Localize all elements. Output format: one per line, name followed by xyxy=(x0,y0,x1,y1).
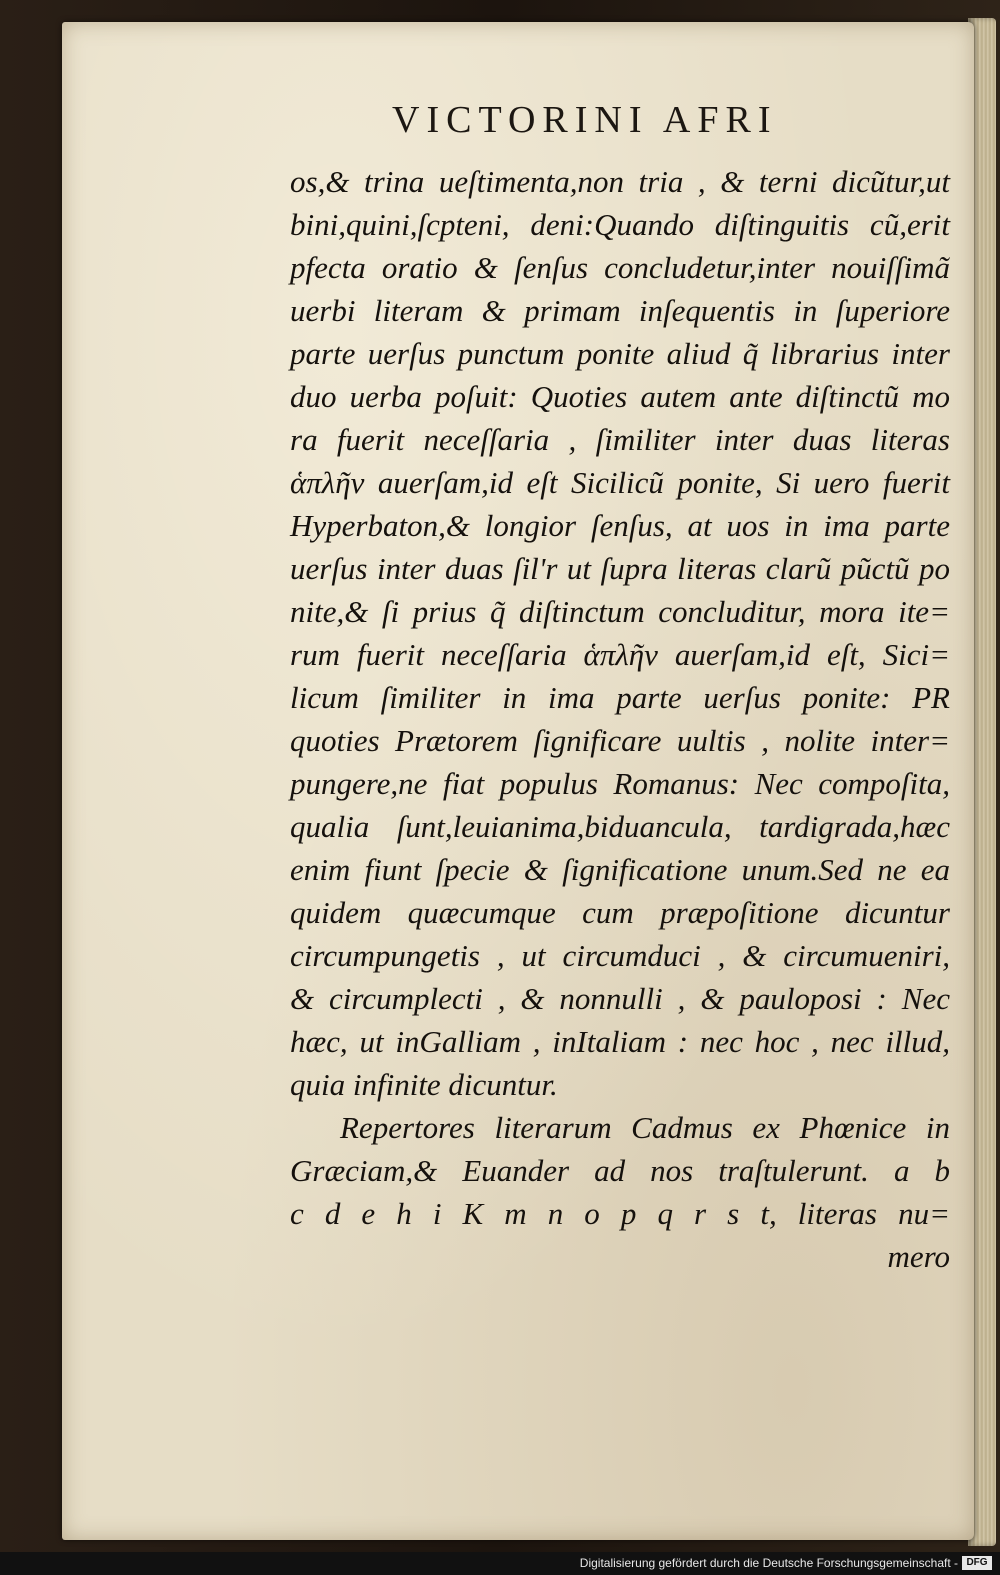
text-line: ra fuerit neceſſaria , ſimiliter inter duas literas xyxy=(290,422,950,457)
text-line: parte uerſus punctum ponite aliud q̃ librarius inter xyxy=(290,336,950,371)
paragraph-line: Repertores literarum Cadmus ex Phœnice in xyxy=(340,1110,950,1145)
text-line: hæc, ut inGalliam , inItaliam : nec hoc , nec illud, xyxy=(290,1024,950,1059)
text-line: quoties Prætorem ſignificare uultis , nolite inter= xyxy=(290,723,950,758)
running-head: VICTORINI AFRI xyxy=(392,99,778,141)
digitization-credit: Digitalisierung gefördert durch die Deutsche Forschungsgemeinschaft - xyxy=(579,1556,958,1570)
paragraph-line: Græciam,& Euander ad nos traſtulerunt. a b xyxy=(290,1153,950,1188)
text-line: os,& trina ueſtimenta,non tria , & terni dicũtur,ut xyxy=(290,164,950,199)
catchword: mero xyxy=(887,1239,950,1274)
text-line: uerſus inter duas ſil'r ut ſupra literas clarũ pũctũ po xyxy=(290,551,950,586)
text-line: uerbi literam & primam inſequentis in ſuperiore xyxy=(290,293,950,328)
text-line: rum fuerit neceſſaria ἁπλῆν auerſam,id eſt, Sici= xyxy=(290,637,950,672)
text-line: quidem quæcumque cum præpoſitione dicuntur xyxy=(290,895,950,930)
text-line: licum ſimiliter in ima parte uerſus ponite: PR xyxy=(290,680,950,715)
text-line: pfecta oratio & ſenſus concludetur,inter nouiſſimã xyxy=(290,250,950,285)
paragraph-line: c d e h i K m n o p q r s t, literas nu= xyxy=(290,1196,950,1231)
text-line: Hyperbaton,& longior ſenſus, at uos in ima parte xyxy=(290,508,950,543)
text-line: & circumplecti , & nonnulli , & pauloposi : Nec xyxy=(290,981,950,1016)
text-block xyxy=(290,160,950,1278)
text-line: nite,& ſi prius q̃ diſtinctum concluditur, mora ite= xyxy=(290,594,950,629)
text-line: quia infinite dicuntur. xyxy=(290,1067,558,1102)
text-line: duo uerba poſuit: Quoties autem ante diſtinctũ mo xyxy=(290,379,950,414)
text-line: ἁπλῆν auerſam,id eſt Sicilicũ ponite, Si uero fuerit xyxy=(290,465,950,500)
text-line: qualia ſunt,leuianima,biduancula, tardigrada,hæc xyxy=(290,809,950,844)
text-line: circumpungetis , ut circumduci , & circumueniri, xyxy=(290,938,950,973)
text-line: pungere,ne fiat populus Romanus: Nec compoſita, xyxy=(290,766,950,801)
text-line: enim fiunt ſpecie & ſignificatione unum.Sed ne ea xyxy=(290,852,950,887)
text-line: bini,quini,ſcpteni, deni:Quando diſtinguitis cũ,erit xyxy=(290,207,950,242)
dfg-logo: DFG xyxy=(962,1556,992,1570)
